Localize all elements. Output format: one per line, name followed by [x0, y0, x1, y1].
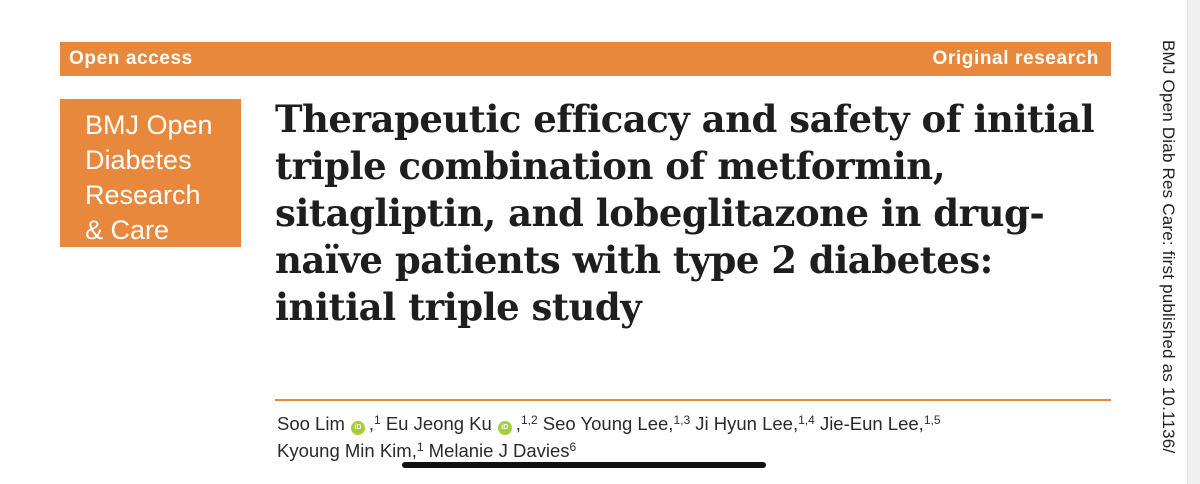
author-name[interactable]: Soo Lim — [277, 413, 345, 434]
affiliation-number: 1 — [416, 440, 424, 454]
author-line — [277, 437, 1117, 464]
side-citation — [1158, 40, 1186, 484]
author-line — [277, 410, 1117, 437]
journal-name-line: Diabetes — [85, 145, 192, 175]
affiliation-number: 6 — [569, 440, 577, 454]
affiliation-number: 1,3 — [673, 413, 691, 427]
journal-name-line: Research — [85, 180, 201, 210]
title-line: triple combination of metformin, — [275, 144, 946, 188]
author[interactable] — [543, 413, 690, 434]
title-line: sitagliptin, and lobeglitazone in drug- — [275, 191, 1045, 235]
title-line: initial triple study — [275, 285, 642, 329]
author[interactable] — [277, 440, 424, 461]
author-name[interactable]: Ji Hyun Lee — [695, 413, 793, 434]
title-divider — [275, 399, 1111, 401]
citation-text: BMJ Open Diab Res Care: first published as 10.1136/ — [1159, 40, 1178, 454]
title-line: Therapeutic efficacy and safety of initial — [275, 97, 1095, 141]
author[interactable] — [695, 413, 815, 434]
author-name[interactable]: Seo Young Lee — [542, 413, 669, 434]
scrollbar[interactable] — [1187, 0, 1200, 484]
author-separator: , — [368, 413, 375, 434]
affiliation-number: 1,2 — [520, 413, 538, 427]
author-name[interactable]: Melanie J Davies — [428, 440, 570, 461]
author[interactable] — [820, 413, 941, 434]
author-separator: , — [668, 413, 674, 434]
orcid-icon[interactable]: iD — [498, 421, 512, 435]
affiliation-number: 1,4 — [798, 413, 815, 427]
affiliation-number: 1,5 — [923, 413, 941, 427]
affiliation-number: 1 — [374, 413, 381, 427]
article-title — [275, 96, 1125, 331]
orcid-icon[interactable]: iD — [351, 421, 365, 435]
author-separator: , — [411, 440, 417, 461]
open-access-label: Open access — [69, 48, 193, 69]
author[interactable] — [386, 413, 538, 434]
title-line: naïve patients with type 2 diabetes: — [275, 238, 993, 282]
journal-name-line: & Care — [85, 215, 170, 245]
author-separator: , — [918, 413, 924, 434]
home-indicator[interactable] — [402, 462, 766, 468]
author-list — [277, 410, 1117, 464]
author[interactable] — [277, 413, 381, 434]
author-separator: , — [515, 413, 521, 434]
author-name[interactable]: Kyoung Min Kim — [277, 440, 412, 461]
author-separator: , — [792, 413, 799, 434]
article-header-bar — [60, 42, 1111, 76]
author[interactable] — [429, 440, 577, 461]
author-name[interactable]: Eu Jeong Ku — [385, 413, 492, 434]
author-name[interactable]: Jie-Eun Lee — [819, 413, 919, 434]
journal-logo — [60, 99, 241, 247]
article-type-label: Original research — [932, 48, 1099, 69]
journal-name-line: BMJ Open — [85, 110, 213, 140]
